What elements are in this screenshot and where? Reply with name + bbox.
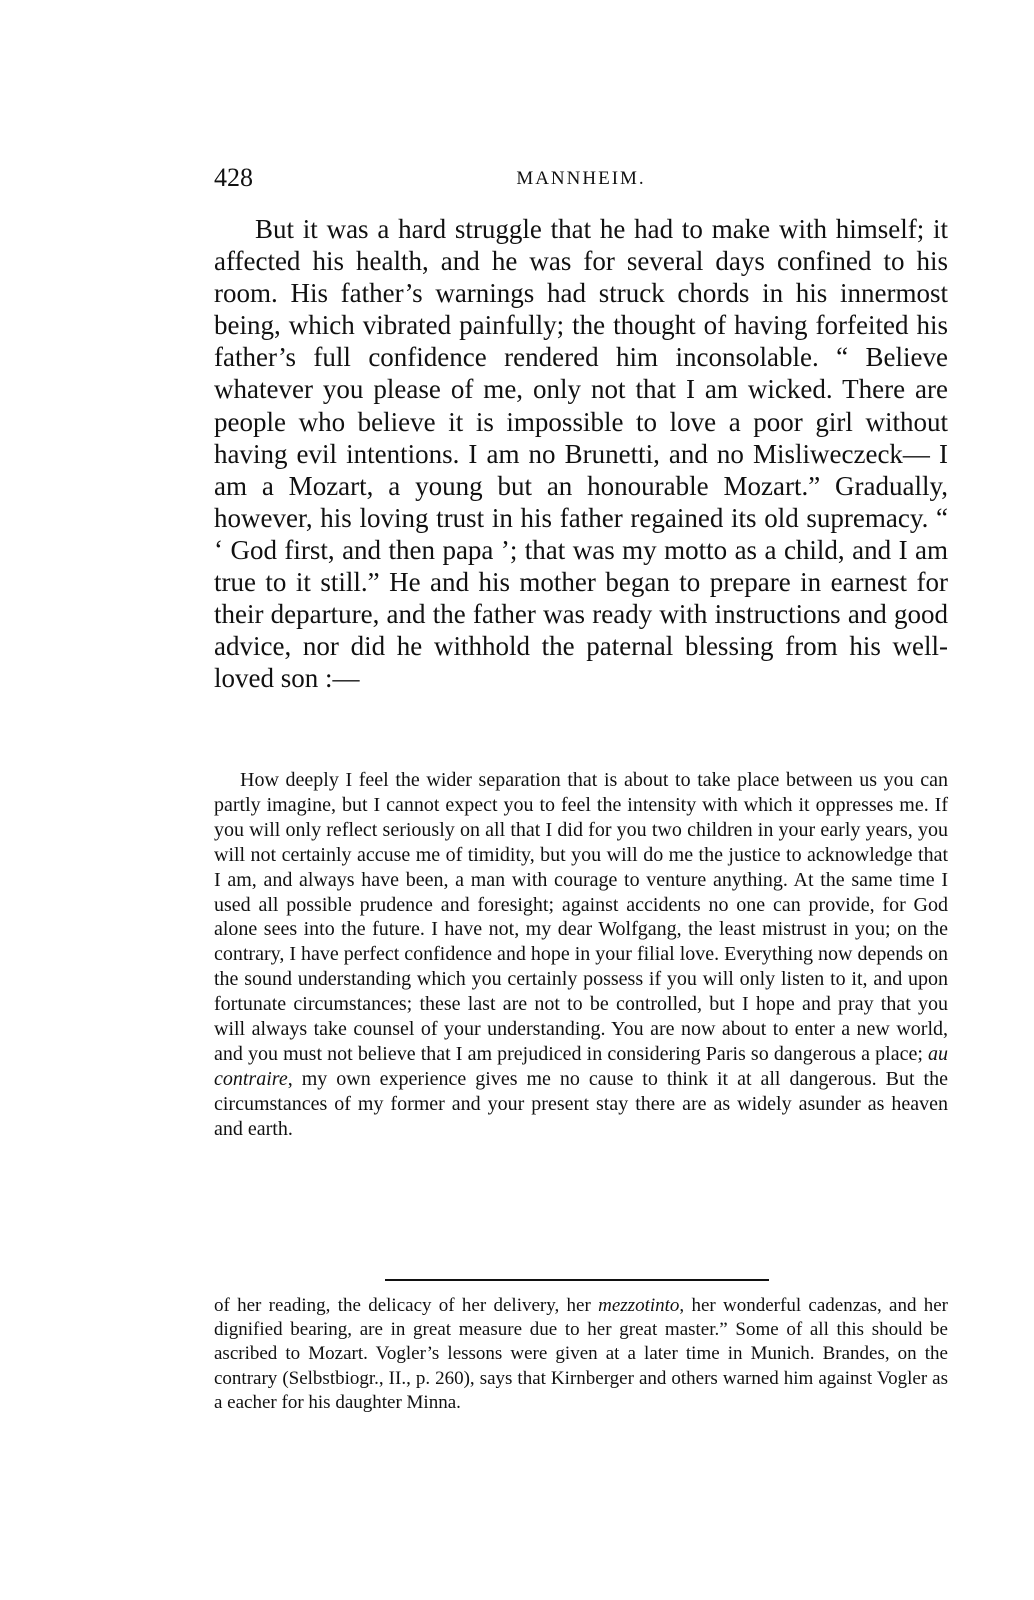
footnote-text-part-2: , her wonderful cadenzas, and her dignified bearing, are in great measure due to her great master.” Some of all this should be ascribed to Mozart. Vogler’s lessons were given at a later time in Munich. Brandes, on the contrary (Selbstbiogr., II., p. 260), says that Kirnberger and others warned him against Vogler as a eacher for his daughter Minna. — [214, 1295, 948, 1413]
running-head: MANNHEIM. — [516, 168, 646, 189]
footnote-text-part-1: of her reading, the delicacy of her delivery, her — [214, 1295, 591, 1316]
quote-italic-phrase: au contraire — [214, 1042, 949, 1090]
footnote — [214, 1294, 948, 1415]
body-paragraph: But it was a hard struggle that he had to make with himself; it affected his health, and he was for several days confined to his room. His father’s warnings had struck chords in his innermost being, which vibrated painfully; the thought of having forfeited his father’s full confidence rendered him inconsolable. “ Believe whatever you please of me, only not that I am wicked. There are people who believe it is impossible to love a poor girl without having evil intentions. I am no Brunetti, and no Misliweczeck— I am a Mozart, a young but an honourable Mozart.” Gradually, however, his loving trust in his father regained its old supremacy. “ ‘ God first, and then papa ’; that was my motto as a child, and I am true to it still.” He and his mother began to prepare in earnest for their departure, and the father was ready with instructions and good advice, nor did he withhold the paternal blessing from his well-loved son :— — [214, 214, 948, 694]
footnote-divider — [385, 1279, 769, 1281]
letter-quote — [214, 768, 948, 1142]
page-header — [214, 160, 948, 196]
quote-text-part-2: , my own experience gives me no cause to think it at all dangerous. But the circumstances of my former and your present stay there are as widely asunder as heaven and earth. — [214, 1067, 948, 1140]
page-number: 428 — [214, 163, 253, 192]
quote-text-part-1: How deeply I feel the wider separation that is about to take place between us you can partly imagine, but I cannot expect you to feel the intensity with which it oppresses me. If you will only reflect seriously on all that I did for you two children in your early years, you will not certainly accuse me of timidity, but you will do me the justice to acknowledge that I am, and always have been, a man with courage to venture anything. At the same time I used all possible prudence and foresight; against accidents no one can provide, for God alone sees into the future. I have not, my dear Wolfgang, the least mistrust in you; on the contrary, I have perfect confidence and hope in your filial love. Everything now depends on the sound understanding which you certainly possess if you will only listen to it, and upon fortunate circumstances; these last are not to be controlled, but I hope and pray that you will always take counsel of your understanding. You are now about to enter a new world, and you must not believe that I am prejudiced in considering Paris so dangerous a place; — [214, 769, 948, 1065]
footnote-italic-term: mezzotinto — [598, 1295, 680, 1316]
